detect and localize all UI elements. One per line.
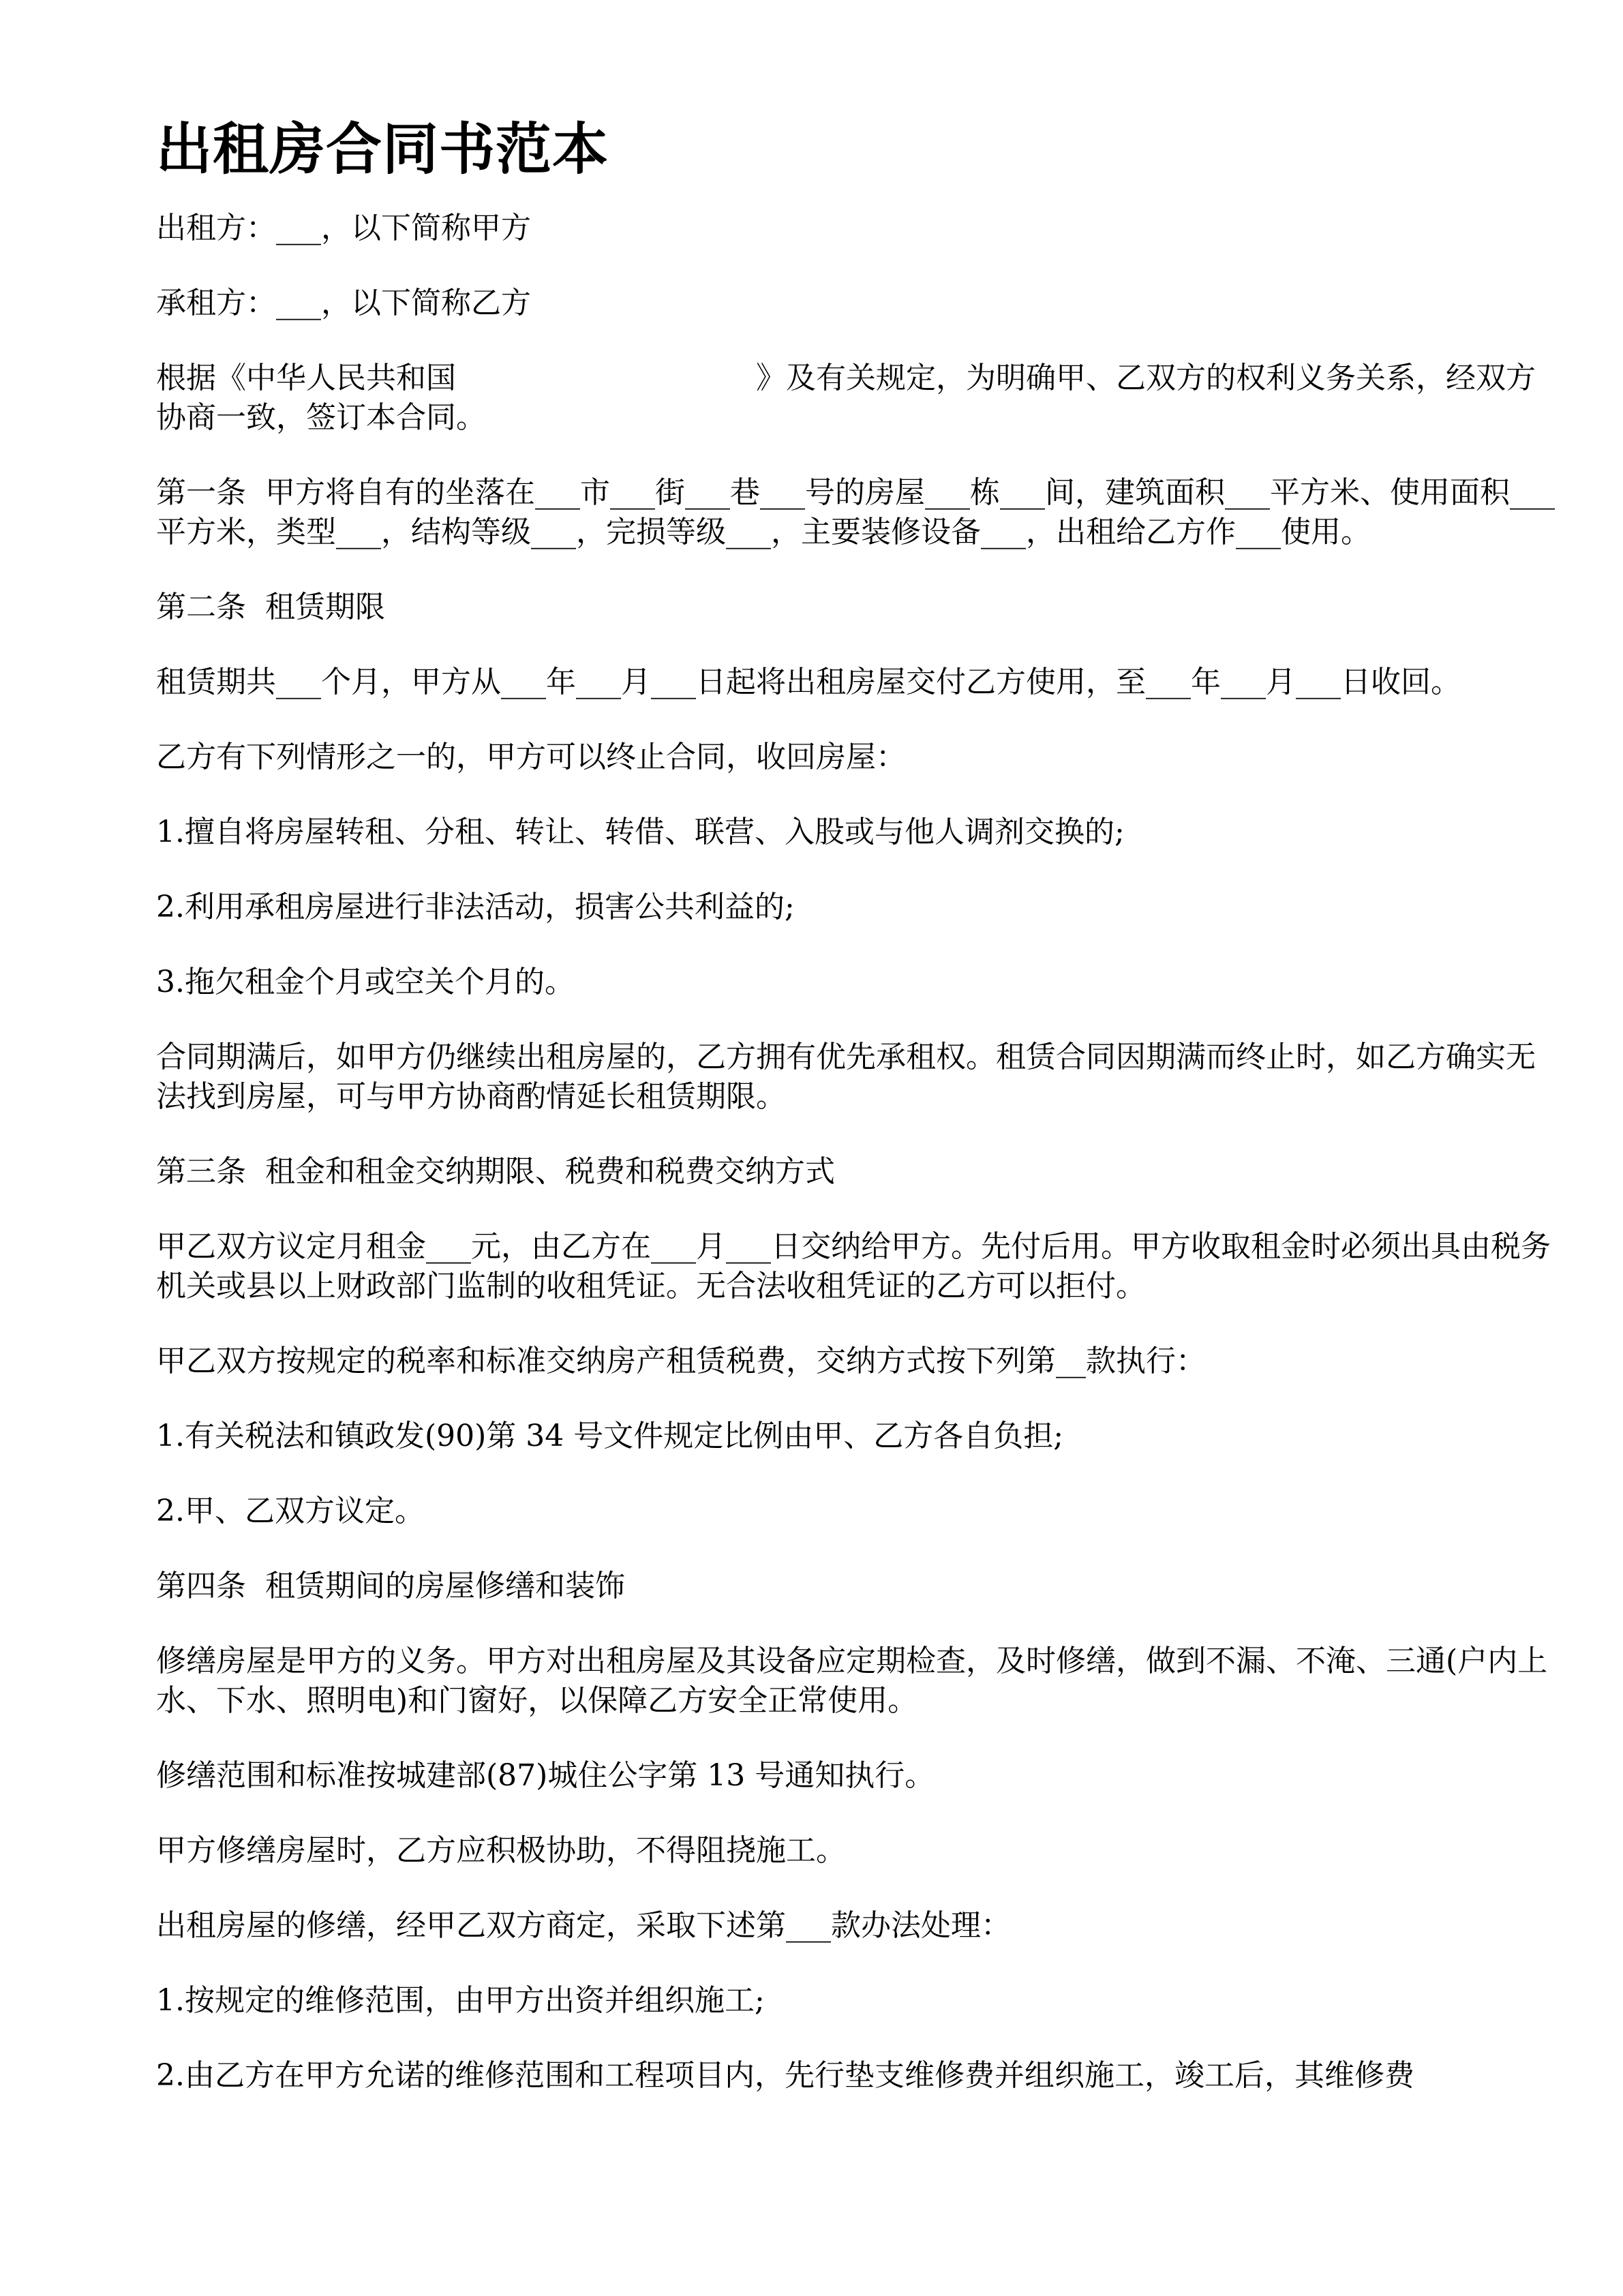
list-item-termination-2: 2.利用承租房屋进行非法活动，损害公共利益的; — [156, 890, 795, 924]
paragraph-lessee: 承租方：___，以下简称乙方 — [156, 286, 531, 320]
list-item-termination-3: 3.拖欠租金个月或空关个月的。 — [156, 965, 575, 999]
list-item-tax-2: 2.甲、乙双方议定。 — [156, 1494, 425, 1528]
paragraph-termination-conditions: 乙方有下列情形之一的，甲方可以终止合同，收回房屋： — [156, 740, 906, 774]
paragraph-repair-method: 出租房屋的修缮，经甲乙双方商定，采取下述第___款办法处理： — [156, 1908, 1011, 1943]
paragraph-repair-duty: 修缮房屋是甲方的义务。甲方对出租房屋及其设备应定期检查，及时修缮，做到不漏、不淹、三通(户内上水、下水、照明电)和门窗好，以保障乙方安全正常使用。 — [156, 1644, 1548, 1718]
paragraph-renewal: 合同期满后，如甲方仍继续出租房屋的，乙方拥有优先承租权。租赁合同因期满而终止时，如乙方确实无法找到房屋，可与甲方协商酌情延长租赁期限。 — [156, 1040, 1536, 1114]
heading-article-2: 第二条 租赁期限 — [156, 590, 385, 624]
list-item-repair-2: 2.由乙方在甲方允诺的维修范围和工程项目内，先行垫支维修费并组织施工，竣工后，其维修费 — [156, 2058, 1414, 2093]
paragraph-repair-cooperation: 甲方修缮房屋时，乙方应积极协助，不得阻挠施工。 — [156, 1833, 846, 1868]
paragraph-lessor: 出租方：___，以下简称甲方 — [156, 211, 531, 245]
paragraph-rent: 甲乙双方议定月租金___元，由乙方在___月___日交纳给甲方。先付后用。甲方收取租金时必须出具由税务机关或县以上财政部门监制的收租凭证。无合法收租凭证的乙方可以拒付。 — [156, 1229, 1551, 1303]
list-item-repair-1: 1.按规定的维修范围，由甲方出资并组织施工; — [156, 1983, 765, 2018]
paragraph-lease-term: 租赁期共___个月，甲方从___年___月___日起将出租房屋交付乙方使用，至___年___月___日收回。 — [156, 665, 1461, 699]
paragraph-repair-scope: 修缮范围和标准按城建部(87)城住公字第 13 号通知执行。 — [156, 1758, 935, 1793]
document-title: 出租房合同书范本 — [156, 117, 609, 182]
paragraph-legal-basis: 根据《中华人民共和国 》及有关规定，为明确甲、乙双方的权利义务关系，经双方协商一致，签订本合同。 — [156, 361, 1536, 435]
heading-article-4: 第四条 租赁期间的房屋修缮和装饰 — [156, 1569, 625, 1603]
paragraph-tax: 甲乙双方按规定的税率和标准交纳房产租赁税费，交纳方式按下列第__款执行： — [156, 1344, 1206, 1378]
list-item-termination-1: 1.擅自将房屋转租、分租、转让、转借、联营、入股或与他人调剂交换的; — [156, 815, 1125, 849]
document-page — [156, 116, 1564, 2131]
list-item-tax-1: 1.有关税法和镇政发(90)第 34 号文件规定比例由甲、乙方各自负担; — [156, 1419, 1064, 1453]
paragraph-article-1: 第一条 甲方将自有的坐落在___市___街___巷___号的房屋___栋___间，建筑面积___平方米、使用面积___平方米，类型___，结构等级___，完损等级___，主要装修设备___，出租给乙方作___使用。 — [156, 475, 1555, 549]
heading-article-3: 第三条 租金和租金交纳期限、税费和税费交纳方式 — [156, 1154, 835, 1189]
